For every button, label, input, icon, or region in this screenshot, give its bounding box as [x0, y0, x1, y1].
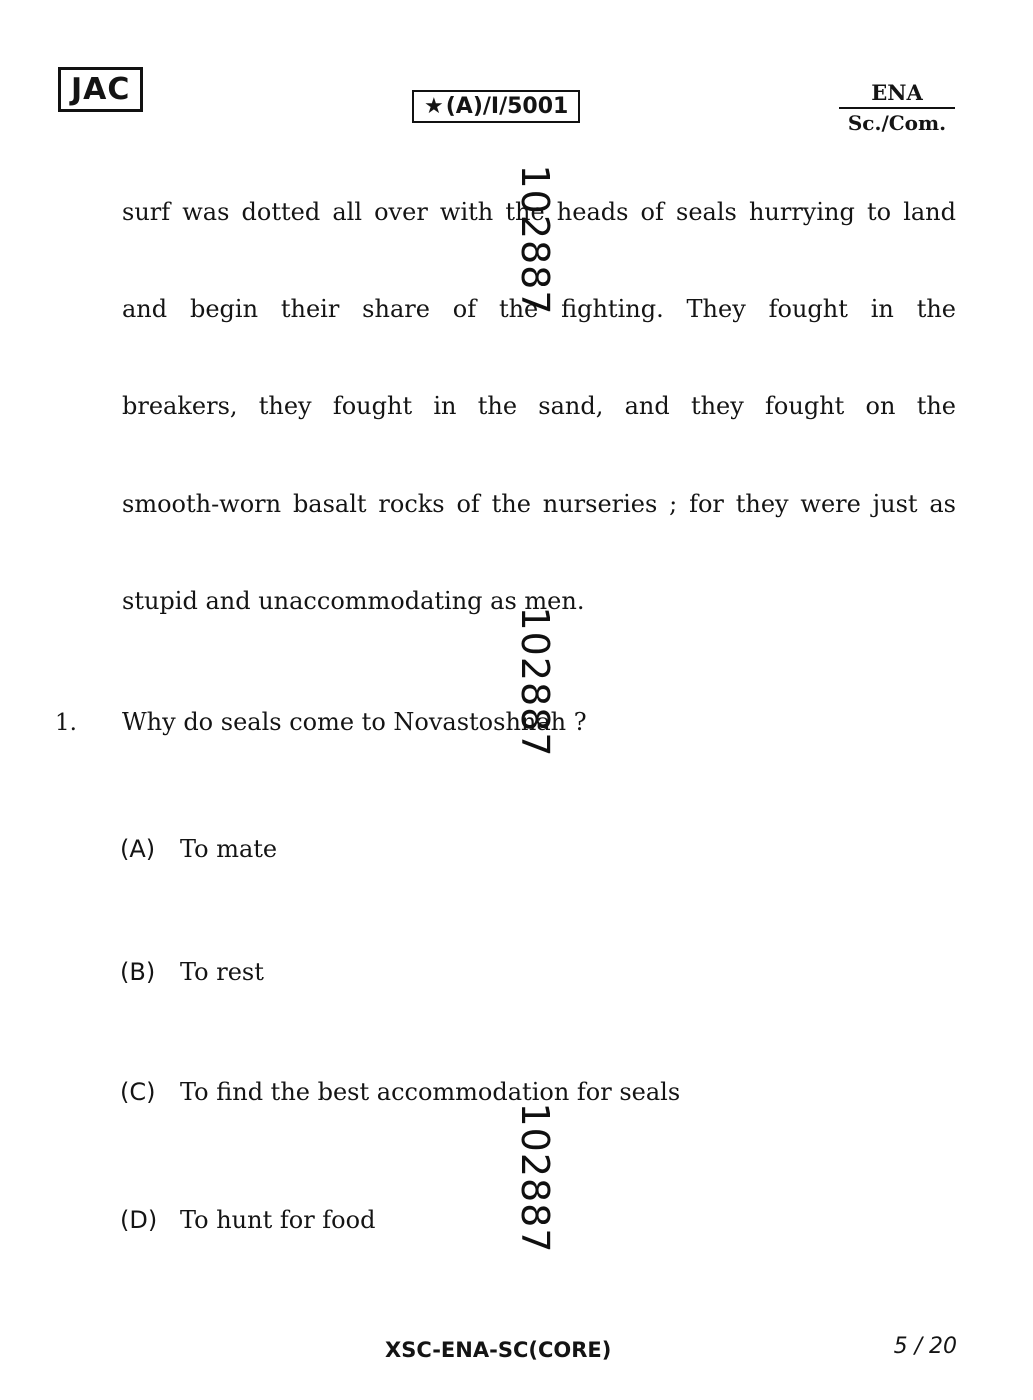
star-icon: ★ — [424, 94, 444, 119]
option-d — [120, 1206, 375, 1234]
passage-line: surf was dotted all over with the heads of seals hurrying to land — [122, 198, 956, 226]
board-label: JAC — [58, 67, 143, 112]
option-b — [120, 958, 264, 986]
stream-label: Sc./Com. — [847, 111, 947, 135]
passage-line: stupid and unaccommodating as men. — [122, 587, 585, 615]
subject-label — [839, 80, 955, 135]
footer-paper-code: XSC-ENA-SC(CORE) — [385, 1338, 612, 1362]
passage-line: and begin their share of the fighting. They fought in the — [122, 295, 956, 323]
serial-stamp: 102887 — [513, 1102, 557, 1254]
option-text: To mate — [180, 835, 278, 863]
question-number: 1. — [55, 710, 77, 736]
option-c — [120, 1078, 680, 1106]
option-text: To find the best accommodation for seals — [180, 1078, 681, 1106]
option-label: (C) — [120, 1078, 156, 1106]
option-label: (D) — [120, 1206, 158, 1234]
subject-code: ENA — [839, 80, 955, 109]
paper-code: (A)/I/5001 — [445, 94, 569, 119]
option-label: (B) — [120, 958, 156, 986]
option-label: (A) — [120, 835, 156, 863]
question-text: Why do seals come to Novastoshnah ? — [122, 708, 587, 736]
option-a — [120, 835, 277, 863]
serial-stamp: 102887 — [513, 164, 557, 316]
page-number: 5 / 20 — [893, 1334, 957, 1359]
option-text: To hunt for food — [180, 1206, 376, 1234]
paper-code-box — [412, 90, 580, 123]
passage-line: breakers, they fought in the sand, and they fought on the — [122, 392, 956, 420]
serial-stamp: 102887 — [513, 606, 557, 758]
option-text: To rest — [180, 958, 264, 986]
passage-line: smooth-worn basalt rocks of the nurseries ; for they were just as — [122, 490, 956, 518]
